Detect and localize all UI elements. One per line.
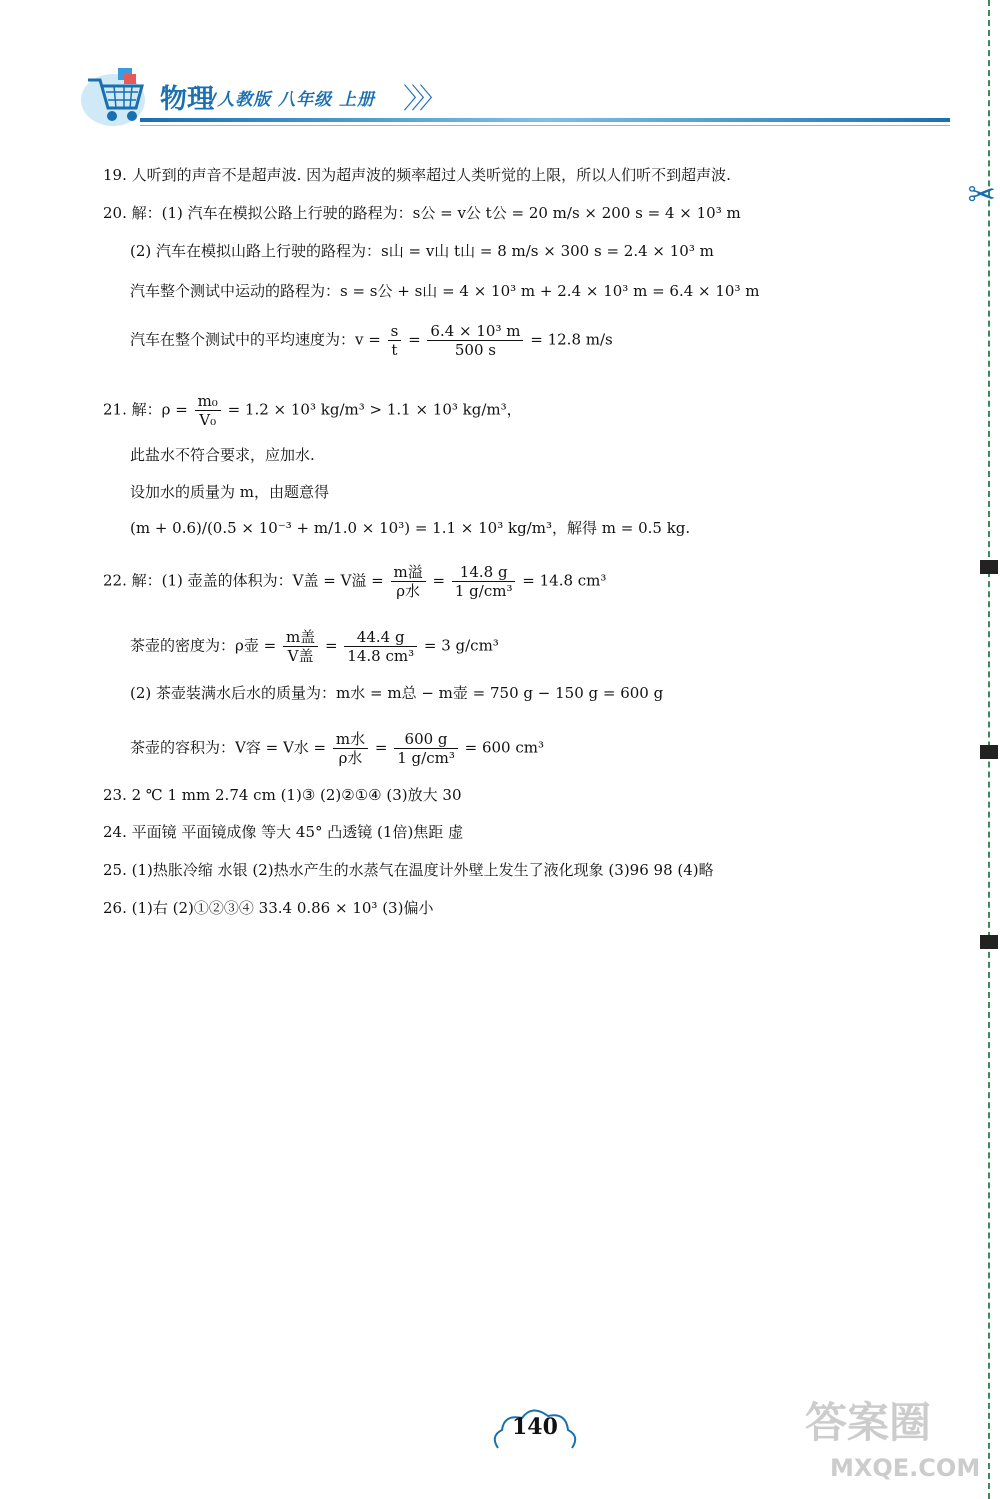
answer-23: 23. 2 ℃ 1 mm 2.74 cm (1)③ (2)②①④ (3)放大 30	[103, 786, 462, 804]
denominator: V₀	[199, 411, 217, 429]
subject-title: 物理	[160, 84, 214, 115]
formula-result: = 3 g/cm³	[423, 636, 499, 655]
fraction	[452, 563, 516, 600]
formula-result: = 14.8 cm³	[522, 571, 607, 590]
denominator: ρ水	[396, 582, 421, 600]
denominator: 14.8 cm³	[347, 647, 415, 665]
margin-mark	[980, 745, 998, 759]
watermark-url: MXQE.COM	[830, 1454, 981, 1482]
numerator: m盖	[283, 628, 318, 647]
fraction	[283, 628, 318, 665]
page-footer	[490, 1400, 580, 1460]
answer-content	[103, 0, 943, 1499]
answer-21-line4: (m + 0.6)/(0.5 × 10⁻³ + m/1.0 × 10³) = 1.1 × 10³ kg/m³，解得 m = 0.5 kg.	[130, 519, 691, 537]
answer-20-line3: 汽车整个测试中运动的路程为：s = s公 + s山 = 4 × 10³ m + 2.4 × 10³ m = 6.4 × 10³ m	[130, 282, 760, 300]
answer-20-line4: 汽车在整个测试中的平均速度为：v = $\frac{s}{t}$ = $\frac{\text{6.4 × 10³ m}}{500 s}$ = 12.8 m/s	[130, 322, 613, 359]
answer-22-line2: 茶壶的密度为：ρ壶 = $\frac{\text{m盖}}{\text{V盖}}$ = $\frac{44.4 g}{\text{14.8 cm³}}$ = 3 g/cm³	[130, 628, 499, 665]
numerator: 6.4 × 10³ m	[427, 322, 523, 341]
scissors-icon: ✂	[967, 175, 996, 215]
answer-22-line1: 22. 解：(1) 壶盖的体积为：V盖 = V溢 = $\frac{\text{m溢}}{\text{ρ水}}$ = $\frac{14.8 g}{\text{1 g/cm³}}$ = 14.8 cm³	[103, 563, 607, 600]
numerator: m₀	[195, 392, 221, 411]
denominator: V盖	[287, 647, 314, 665]
denominator: 500 s	[454, 341, 496, 359]
formula-prefix: 22. 解：(1) 壶盖的体积为：V盖 = V溢 =	[103, 571, 384, 590]
fraction	[388, 322, 402, 359]
denominator: ρ水	[338, 749, 363, 767]
fraction	[394, 730, 458, 767]
numerator: 44.4 g	[344, 628, 417, 647]
formula-prefix: 茶壶的容积为：V容 = V水 =	[130, 738, 327, 757]
answer-21-line2: 此盐水不符合要求，应加水.	[130, 446, 315, 464]
answer-20-line1: 20. 解：(1) 汽车在模拟公路上行驶的路程为：s公 = v公 t公 = 20 m/s × 200 s = 4 × 10³ m	[103, 204, 741, 222]
formula-result: = 600 cm³	[464, 738, 544, 757]
margin-mark	[980, 935, 998, 949]
answer-26: 26. (1)右 (2)①②③④ 33.4 0.86 × 10³ (3)偏小	[103, 899, 434, 917]
fraction	[427, 322, 523, 359]
fraction	[391, 563, 426, 600]
answer-22-line4: 茶壶的容积为：V容 = V水 = $\frac{\text{m水}}{\text{ρ水}}$ = $\frac{600 g}{\text{1 g/cm³}}$ = 600 cm³	[130, 730, 544, 767]
answer-21-line1	[103, 392, 522, 429]
fraction	[195, 392, 221, 429]
answer-24: 24. 平面镜 平面镜成像 等大 45° 凸透镜 (1倍)焦距 虚	[103, 823, 464, 841]
answer-19: 19. 人听到的声音不是超声波. 因为超声波的频率超过人类听觉的上限，所以人们听不到超声波.	[103, 166, 731, 184]
formula-prefix: 茶壶的密度为：ρ壶 =	[130, 636, 277, 655]
answer-20-line2: (2) 汽车在模拟山路上行驶的路程为：s山 = v山 t山 = 8 m/s × 300 s = 2.4 × 10³ m	[130, 242, 714, 260]
numerator: 14.8 g	[452, 563, 516, 582]
answer-25: 25. (1)热胀冷缩 水银 (2)热水产生的水蒸气在温度计外壁上发生了液化现象 (3)96 98 (4)略	[103, 861, 714, 879]
numerator: s	[388, 322, 402, 341]
answer-22-line3: (2) 茶壶装满水后水的质量为：m水 = m总 − m壶 = 750 g − 150 g = 600 g	[130, 684, 664, 702]
answer-21-line3: 设加水的质量为 m，由题意得	[130, 483, 329, 501]
formula-result: = 1.2 × 10³ kg/m³ > 1.1 × 10³ kg/m³，	[227, 400, 522, 419]
fraction	[344, 628, 417, 665]
watermark-logo: 答案圈	[805, 1398, 932, 1447]
edition-subtitle: /人教版 八年级 上册	[210, 90, 376, 110]
formula-prefix: 汽车在整个测试中的平均速度为：v =	[130, 330, 381, 349]
formula-result: = 12.8 m/s	[530, 330, 613, 349]
numerator: m溢	[391, 563, 426, 582]
numerator: m水	[333, 730, 368, 749]
denominator: 1 g/cm³	[397, 749, 455, 767]
margin-mark	[980, 560, 998, 574]
formula-prefix: 21. 解：ρ =	[103, 400, 188, 419]
fraction	[333, 730, 368, 767]
page-number: 140	[512, 1414, 558, 1440]
denominator: 1 g/cm³	[454, 582, 513, 600]
numerator: 600 g	[394, 730, 458, 749]
chevron-right-icon: 〉〉〉	[403, 82, 442, 115]
denominator: t	[391, 341, 398, 359]
